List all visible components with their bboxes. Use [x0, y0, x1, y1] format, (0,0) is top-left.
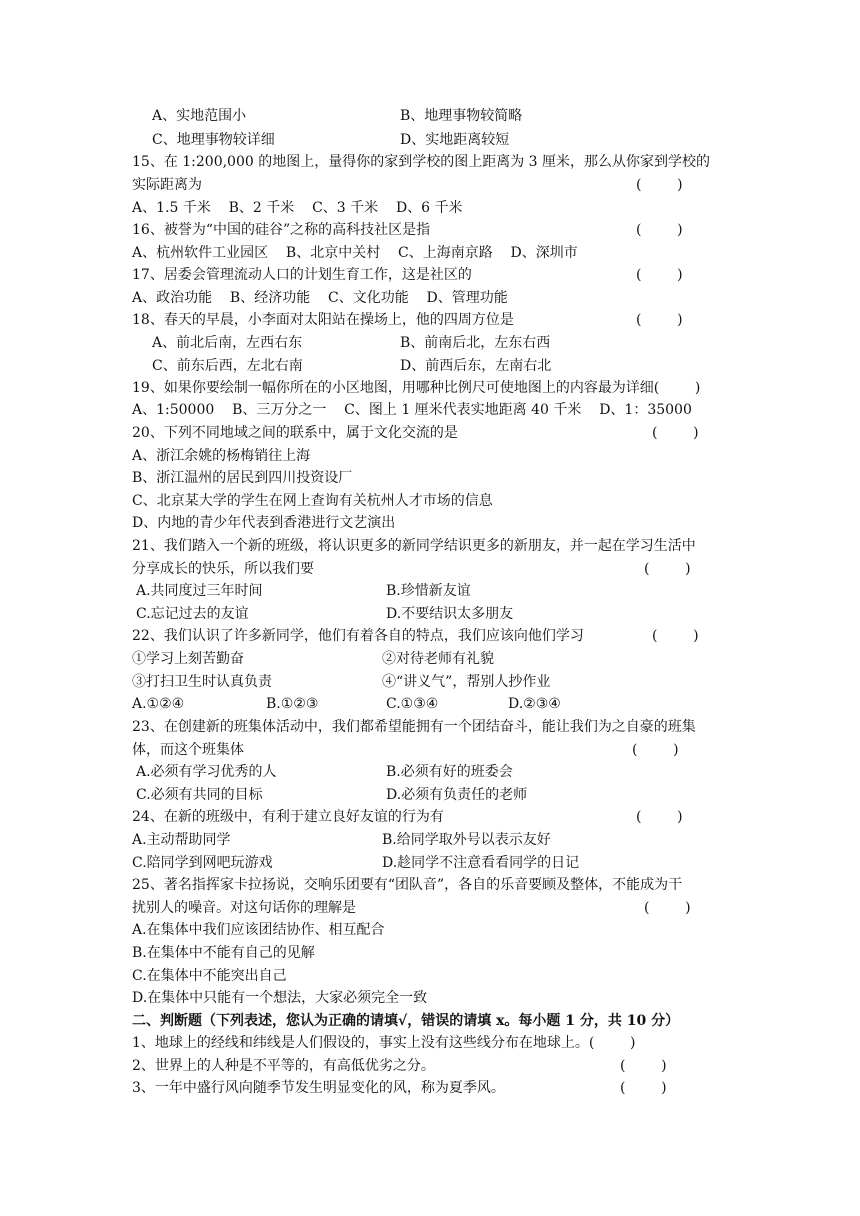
text-line: D.在集体中只能有一个想法，大家必须完全一致	[132, 990, 428, 1006]
text-line: 实际距离为	[132, 177, 202, 193]
text-line: B.①②③	[266, 696, 319, 712]
text-line: ( )	[636, 312, 683, 328]
text-line: ( )	[652, 628, 699, 644]
text-line: A、实地范围小	[152, 108, 247, 124]
text-line: 22、我们认识了许多新同学，他们有着各自的特点，我们应该向他们学习	[132, 628, 584, 644]
text-line: 24、在新的班级中，有利于建立良好友谊的行为有	[132, 809, 444, 825]
text-line: 3、一年中盛行风向随季节发生明显变化的风，称为夏季风。	[132, 1080, 505, 1096]
text-line: 23、在创建新的班集体活动中，我们都希望能拥有一个团结奋斗，能让我们为之自豪的班集	[132, 719, 696, 735]
text-line: ( )	[652, 425, 699, 441]
text-line: 16、被誉为“中国的硅谷”之称的高科技社区是指	[132, 222, 431, 238]
text-line: A.在集体中我们应该团结协作、相互配合	[132, 922, 385, 938]
text-line: C.必须有共同的目标	[136, 787, 263, 803]
text-line: ( )	[636, 809, 683, 825]
text-line: B.给同学取外号以表示友好	[382, 832, 551, 848]
text-line: 18、春天的早晨，小李面对太阳站在操场上，他的四周方位是	[132, 312, 514, 328]
text-line: 体，而这个班集体	[132, 742, 244, 758]
text-line: D.不要结识太多朋友	[386, 606, 514, 622]
text-line: ( )	[632, 742, 679, 758]
text-line: 1、地球上的经线和纬线是人们假设的，事实上没有这些线分布在地球上。( )	[132, 1035, 636, 1051]
text-line: B、浙江温州的居民到四川投资设厂	[132, 470, 353, 486]
text-line: A.①②④	[132, 696, 185, 712]
text-line: ( )	[620, 1080, 667, 1096]
text-line: B.在集体中不能有自己的见解	[132, 945, 315, 961]
text-line: ③打扫卫生时认真负责	[132, 674, 272, 690]
text-line: A、政治功能 B、经济功能 C、文化功能 D、管理功能	[132, 290, 508, 306]
text-line: A、1.5 千米 B、2 千米 C、3 千米 D、6 千米	[132, 200, 463, 216]
text-line: D.趁同学不注意看看同学的日记	[382, 855, 580, 871]
text-line: A、浙江余姚的杨梅销往上海	[132, 448, 311, 464]
text-line: A.主动帮助同学	[132, 832, 231, 848]
text-line: B.珍惜新友谊	[386, 583, 471, 599]
text-line: D、前西后东，左南右北	[400, 358, 552, 374]
text-line: B、地理事物较简略	[400, 108, 523, 124]
text-line: ④“讲义气”，帮别人抄作业	[382, 674, 551, 690]
text-line: 15、在 1:200,000 的地图上，量得你的家到学校的图上距离为 3 厘米，那么从你家到学校的	[132, 154, 711, 170]
text-line: ( )	[636, 222, 683, 238]
text-line: 17、居委会管理流动人口的计划生育工作，这是社区的	[132, 267, 472, 283]
text-line: ①学习上刻苦勤奋	[132, 651, 244, 667]
text-line: B.必须有好的班委会	[386, 764, 513, 780]
text-line: D.②③④	[508, 696, 561, 712]
text-line: 19、如果你要绘制一幅你所在的小区地图，用哪种比例尺可使地图上的内容最为详细( )	[132, 380, 701, 396]
text-line: A、前北后南，左西右东	[152, 335, 303, 351]
text-line: 20、下列不同地域之间的联系中，属于文化交流的是	[132, 425, 458, 441]
text-line: B、前南后北，左东右西	[400, 335, 551, 351]
text-line: C.忘记过去的友谊	[136, 606, 249, 622]
text-line: ②对待老师有礼貌	[382, 651, 494, 667]
text-line: C、前东后西，左北右南	[152, 358, 303, 374]
text-line: ( )	[636, 267, 683, 283]
text-line: C、地理事物较详细	[152, 132, 275, 148]
text-line: 扰别人的噪音。对这句话你的理解是	[132, 900, 356, 916]
text-line: 分享成长的快乐，所以我们要	[132, 561, 314, 577]
text-line: A.必须有学习优秀的人	[136, 764, 277, 780]
text-line: A.共同度过三年时间	[136, 583, 263, 599]
text-line: C.在集体中不能突出自己	[132, 968, 287, 984]
text-line: A、杭州软件工业园区 B、北京中关村 C、上海南京路 D、深圳市	[132, 245, 578, 261]
text-line: 2、世界上的人种是不平等的，有高低优劣之分。	[132, 1058, 435, 1074]
text-line: A、1:50000 B、三万分之一 C、图上 1 厘米代表实地距离 40 千米 D、1：35000	[132, 402, 692, 418]
text-line: D.必须有负责任的老师	[386, 787, 528, 803]
text-line: ( )	[636, 177, 683, 193]
text-line: C.①③④	[386, 696, 439, 712]
text-line: ( )	[644, 561, 691, 577]
text-line: C.陪同学到网吧玩游戏	[132, 855, 273, 871]
text-line: D、实地距离较短	[400, 132, 510, 148]
text-line: ( )	[620, 1058, 667, 1074]
text-line: C、北京某大学的学生在网上查询有关杭州人才市场的信息	[132, 493, 493, 509]
text-line: D、内地的青少年代表到香港进行文艺演出	[132, 515, 396, 531]
text-line: 二、判断题（下列表述，您认为正确的请填√，错误的请填 x。每小题 1 分，共 10 分）	[132, 1013, 680, 1029]
text-line: ( )	[644, 900, 691, 916]
text-line: 21、我们踏入一个新的班级，将认识更多的新同学结识更多的新朋友，并一起在学习生活中	[132, 538, 696, 554]
text-line: 25、著名指挥家卡拉扬说，交响乐团要有“团队音”，各自的乐音要顾及整体，不能成为干	[132, 877, 683, 893]
